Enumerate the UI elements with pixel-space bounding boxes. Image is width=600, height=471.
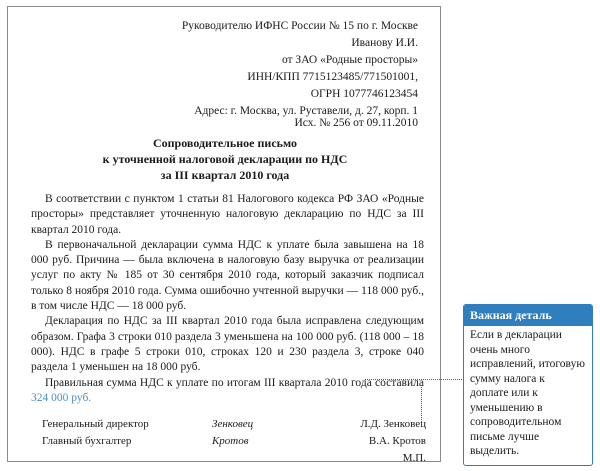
title-line: за III квартал 2010 года bbox=[160, 168, 290, 182]
title-line: к уточненной налоговой декларации по НДС bbox=[102, 152, 348, 166]
signature-row bbox=[42, 433, 426, 450]
addressee-line: Адрес: г. Москва, ул. Руставели, д. 27, корп. 1 bbox=[194, 105, 418, 117]
final-sentence: Правильная сумма НДС к уплате по итогам III квартала 2010 года составила bbox=[45, 376, 424, 389]
addressee-line: Руководителю ИФНС России № 15 по г. Москве bbox=[181, 20, 418, 32]
addressee-block bbox=[158, 18, 418, 120]
body-paragraph: Декларация по НДС за III квартал 2010 года была исправлена следующим образом. Графа 3 строки 010 раздела 3 уменьшена на 100 000 руб. (118 000 – 18 000). НДС в графе 5 строки 010, строках 120 и 230 раздела 3, строке 040 раздела 1 уменьшен на 18 000 руб. bbox=[31, 315, 424, 374]
signer-signature: Зенковец bbox=[212, 418, 254, 430]
signer-signature: Кротов bbox=[212, 435, 249, 447]
signature-block bbox=[42, 416, 426, 467]
outgoing-reference: Исх. № 256 от 09.11.2010 bbox=[294, 117, 418, 129]
addressee-line: ИНН/КПП 7715123485/771501001, bbox=[247, 71, 418, 83]
letter-body bbox=[31, 192, 424, 406]
callout-title: Важная деталь bbox=[464, 305, 592, 326]
addressee-line: Иванову И.И. bbox=[351, 37, 418, 49]
addressee-line: ОГРН 1077746123454 bbox=[310, 88, 418, 100]
title-line: Сопроводительное письмо bbox=[152, 136, 298, 150]
signature-row bbox=[42, 416, 426, 433]
important-detail-callout bbox=[463, 304, 593, 466]
addressee-line: от ЗАО «Родные просторы» bbox=[281, 54, 418, 66]
body-paragraph: В первоначальной декларации сумма НДС к уплате была завышена на 18 000 руб. Причина — была включена в налоговую базу выручка от реализации услуг по акту № 185 от 30 сентября 2010 года, который заказчик подписал только 8 ноября 2010 года. Сумма ошибочно учтенной выручки — 118 000 руб., в том числе НДС — 18 000 руб. bbox=[31, 238, 424, 313]
highlighted-amount: 324 000 руб. bbox=[31, 391, 92, 404]
stamp-row bbox=[42, 450, 426, 467]
signer-role: Генеральный директор bbox=[42, 418, 149, 430]
body-paragraph: В соответствии с пунктом 1 статьи 81 Налогового кодекса РФ ЗАО «Родные просторы» представляет уточненную налоговую декларацию по НДС за III квартал 2010 года. bbox=[31, 193, 424, 236]
callout-text: Если в декларации очень много исправлений, итоговую сумму налога к доплате или к уменьшению в сопроводительном письме лучше выделить. bbox=[470, 329, 585, 457]
stamp-mark: М.П. bbox=[402, 452, 426, 464]
callout-leader-line bbox=[365, 379, 474, 381]
letter-title bbox=[28, 135, 422, 183]
signer-name: Л.Д. Зенковец bbox=[360, 418, 426, 430]
callout-leader-vertical bbox=[421, 385, 423, 426]
signer-role: Главный бухгалтер bbox=[42, 435, 132, 447]
letter-page bbox=[7, 6, 441, 462]
signer-name: В.А. Кротов bbox=[368, 435, 426, 447]
